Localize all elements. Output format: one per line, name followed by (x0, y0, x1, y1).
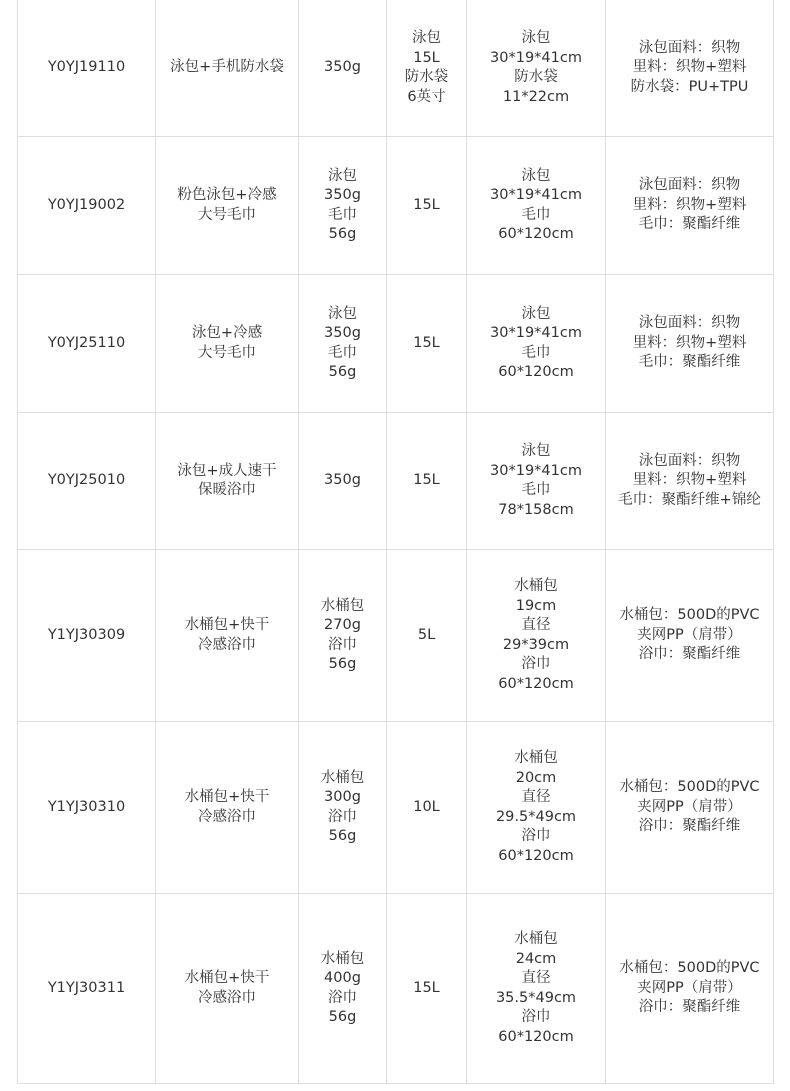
cell-line: 毛巾：聚酯纤维+锦纶 (618, 491, 761, 508)
cell-line: 水桶包 (320, 769, 365, 786)
material-cell (606, 137, 774, 275)
table-row (18, 275, 774, 413)
product-code-cell (18, 894, 156, 1084)
cell-line: 6英寸 (407, 88, 446, 105)
cell-line: 浴巾 (328, 636, 357, 653)
cell-line: 56g (328, 1009, 357, 1025)
capacity-cell (387, 894, 467, 1084)
cell-line: 水桶包+快干 (184, 617, 270, 633)
cell-line: 毛巾 (328, 344, 357, 361)
product-code-cell (18, 275, 156, 413)
cell-line: 直径 (521, 970, 551, 986)
cell-text: Y0YJ25110 (47, 334, 126, 351)
product-code-cell (18, 0, 156, 137)
cell-line: 夹网PP（肩带） (637, 979, 742, 996)
material-cell (606, 550, 774, 722)
cell-line: 冷感浴巾 (198, 989, 256, 1006)
size-cell (467, 894, 606, 1084)
cell-line: 防水袋 (514, 69, 558, 85)
cell-line: 350g (324, 325, 361, 341)
cell-line: 保暖浴巾 (198, 482, 256, 498)
cell-line: 浴巾：聚酯纤维 (638, 646, 741, 663)
cell-line: 防水袋 (404, 69, 449, 85)
cell-line: 毛巾：聚酯纤维 (638, 354, 741, 371)
cell-line: 直径 (521, 789, 551, 805)
cell-line: 泳包面料：织物 (638, 177, 741, 194)
cell-text: Y0YJ19110 (47, 59, 126, 76)
material-cell (606, 413, 774, 550)
cell-line: 60*120cm (498, 675, 574, 692)
cell-line: 56g (328, 226, 357, 242)
product-name-cell (156, 0, 299, 137)
cell-line: 300g (324, 789, 361, 805)
cell-line: 水桶包 (514, 578, 558, 594)
cell-line: 56g (328, 828, 357, 844)
cell-line: 24cm (515, 950, 557, 967)
cell-text: Y1YJ30311 (47, 979, 126, 996)
cell-line: 泳包 (328, 305, 357, 322)
cell-line: 防水袋：PU+TPU (630, 78, 749, 95)
product-code-cell (18, 722, 156, 894)
cell-line: 大号毛巾 (198, 344, 256, 361)
cell-line: 10L (413, 798, 440, 815)
cell-line: 泳包 (521, 167, 551, 184)
weight-cell (299, 0, 387, 137)
cell-line: 30*19*41cm (490, 187, 582, 203)
cell-line: 毛巾 (521, 206, 551, 223)
cell-line: 29*39cm (502, 636, 570, 653)
capacity-cell (387, 275, 467, 413)
table-row (18, 413, 774, 550)
cell-line: 直径 (521, 617, 551, 633)
cell-line: 56g (328, 364, 357, 380)
table-row (18, 137, 774, 275)
cell-line: 11*22cm (502, 88, 570, 105)
cell-line: 水桶包 (320, 597, 365, 614)
material-cell (606, 722, 774, 894)
cell-line: 270g (324, 617, 361, 633)
size-cell (467, 275, 606, 413)
cell-line: 350g (324, 59, 361, 76)
capacity-cell (387, 413, 467, 550)
cell-line: 浴巾 (328, 989, 357, 1006)
cell-line: 30*19*41cm (490, 325, 582, 341)
product-code-cell (18, 413, 156, 550)
cell-line: 夹网PP（肩带） (637, 798, 742, 815)
cell-text: Y0YJ25010 (47, 472, 126, 489)
weight-cell (299, 275, 387, 413)
product-name-cell (156, 275, 299, 413)
cell-text: Y1YJ30310 (47, 798, 126, 815)
weight-cell (299, 894, 387, 1084)
cell-line: 泳包 (328, 167, 357, 184)
cell-line: 浴巾 (328, 808, 357, 825)
product-name-cell (156, 137, 299, 275)
cell-line: 泳包 (412, 30, 441, 46)
cell-line: 19cm (515, 597, 557, 614)
cell-line: 15L (413, 196, 440, 213)
cell-line: 浴巾：聚酯纤维 (638, 999, 741, 1016)
cell-line: 15L (413, 979, 440, 996)
cell-line: 夹网PP（肩带） (637, 626, 742, 643)
cell-line: 水桶包：500D的PVC (619, 779, 760, 796)
size-cell (467, 413, 606, 550)
cell-line: 泳包 (521, 30, 551, 46)
cell-text: Y0YJ19002 (47, 196, 126, 213)
cell-text: Y1YJ30309 (47, 626, 126, 643)
cell-line: 60*120cm (498, 364, 574, 380)
cell-line: 泳包+手机防水袋 (170, 59, 284, 76)
cell-line: 30*19*41cm (490, 462, 582, 479)
weight-cell (299, 722, 387, 894)
cell-line: 78*158cm (498, 501, 574, 518)
cell-line: 水桶包+快干 (184, 789, 270, 805)
cell-line: 大号毛巾 (198, 206, 256, 223)
cell-line: 15L (413, 334, 440, 351)
cell-line: 60*120cm (498, 226, 574, 242)
table-row (18, 550, 774, 722)
cell-line: 29.5*49cm (495, 808, 577, 825)
material-cell (606, 275, 774, 413)
cell-line: 毛巾：聚酯纤维 (638, 216, 741, 233)
cell-line: 浴巾 (521, 1009, 551, 1025)
cell-line: 里料：织物+塑料 (632, 334, 747, 351)
cell-line: 粉色泳包+冷感 (177, 187, 277, 203)
cell-line: 里料：织物+塑料 (632, 196, 747, 213)
cell-line: 水桶包 (514, 750, 558, 766)
size-cell (467, 722, 606, 894)
cell-line: 350g (324, 187, 361, 203)
cell-line: 毛巾 (328, 206, 357, 223)
cell-line: 30*19*41cm (490, 49, 582, 66)
product-name-cell (156, 413, 299, 550)
cell-line: 水桶包+快干 (184, 970, 270, 986)
cell-line: 水桶包 (514, 931, 558, 947)
cell-line: 60*120cm (498, 847, 574, 864)
cell-line: 泳包面料：织物 (638, 315, 741, 332)
cell-line: 泳包+冷感 (191, 325, 263, 341)
cell-line: 浴巾 (521, 656, 551, 672)
weight-cell (299, 137, 387, 275)
cell-line: 里料：织物+塑料 (632, 472, 747, 489)
cell-line: 浴巾 (521, 828, 551, 844)
material-cell (606, 0, 774, 137)
cell-line: 水桶包 (320, 950, 365, 967)
table-row (18, 894, 774, 1084)
cell-line: 水桶包：500D的PVC (619, 607, 760, 624)
table-row (18, 0, 774, 137)
cell-line: 泳包+成人速干 (177, 462, 277, 479)
cell-line: 浴巾：聚酯纤维 (638, 818, 741, 835)
product-name-cell (156, 550, 299, 722)
size-cell (467, 137, 606, 275)
cell-line: 20cm (515, 769, 557, 786)
cell-line: 泳包 (521, 305, 551, 322)
size-cell (467, 0, 606, 137)
product-spec-table (17, 0, 774, 1084)
weight-cell (299, 550, 387, 722)
cell-line: 毛巾 (521, 482, 551, 498)
cell-line: 冷感浴巾 (198, 636, 256, 653)
cell-line: 水桶包：500D的PVC (619, 960, 760, 977)
weight-cell (299, 413, 387, 550)
product-name-cell (156, 722, 299, 894)
product-code-cell (18, 550, 156, 722)
cell-line: 56g (328, 656, 357, 672)
cell-line: 毛巾 (521, 344, 551, 361)
cell-line: 60*120cm (498, 1028, 574, 1045)
capacity-cell (387, 137, 467, 275)
capacity-cell (387, 722, 467, 894)
cell-line: 里料：织物+塑料 (632, 59, 747, 76)
capacity-cell (387, 0, 467, 137)
cell-line: 35.5*49cm (495, 989, 577, 1006)
cell-line: 泳包 (521, 443, 551, 459)
cell-line: 15L (413, 472, 440, 489)
cell-line: 5L (417, 626, 436, 643)
capacity-cell (387, 550, 467, 722)
cell-line: 350g (324, 472, 361, 489)
product-name-cell (156, 894, 299, 1084)
cell-line: 冷感浴巾 (198, 808, 256, 825)
size-cell (467, 550, 606, 722)
cell-line: 15L (413, 49, 440, 66)
cell-line: 400g (324, 970, 361, 986)
table-row (18, 722, 774, 894)
product-code-cell (18, 137, 156, 275)
cell-line: 泳包面料：织物 (638, 39, 741, 56)
material-cell (606, 894, 774, 1084)
table-body (18, 0, 774, 1084)
cell-line: 泳包面料：织物 (638, 452, 741, 469)
